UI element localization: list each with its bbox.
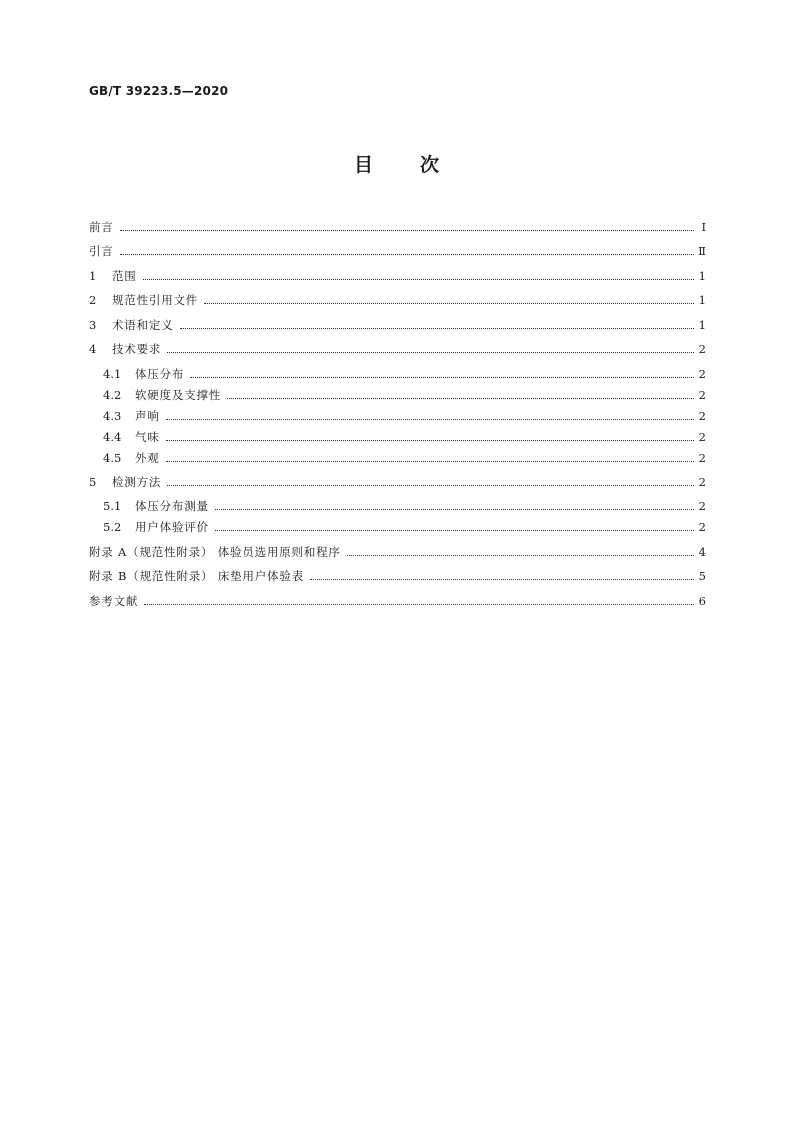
- toc-entry-label: 气味: [135, 430, 160, 444]
- dot-leader: [215, 529, 694, 531]
- page-title: [0, 150, 794, 177]
- toc-entry[interactable]: [103, 408, 706, 424]
- toc-entry-label: 前言: [89, 220, 114, 234]
- toc-entry-page: 1: [698, 293, 706, 307]
- dot-leader: [120, 229, 694, 231]
- toc-entry-page: 2: [698, 520, 706, 534]
- toc-entry-number: 4: [89, 342, 97, 356]
- toc-entry-label: 软硬度及支撑性: [135, 388, 222, 402]
- dot-leader: [143, 278, 694, 280]
- toc-entry-number: 4.4: [103, 430, 122, 444]
- toc-entry[interactable]: [89, 474, 706, 490]
- toc-entry-page: 6: [698, 594, 706, 608]
- toc-entry-page: 2: [698, 499, 706, 513]
- dot-leader: [227, 397, 694, 399]
- dot-leader: [190, 376, 694, 378]
- toc-entry-number: 4.3: [103, 409, 122, 423]
- toc-entry-page: 1: [698, 318, 706, 332]
- toc-entry-number: 5.2: [103, 520, 122, 534]
- dot-leader: [144, 603, 694, 605]
- toc-entry-label: 用户体验评价: [135, 520, 209, 534]
- toc-entry[interactable]: [89, 568, 706, 584]
- toc-entry-page: 2: [698, 367, 706, 381]
- dot-leader: [167, 484, 694, 486]
- toc-entry-label: 引言: [89, 244, 114, 258]
- dot-leader: [120, 253, 694, 255]
- dot-leader: [180, 327, 695, 329]
- toc-entry-label: 附录 B（规范性附录） 床垫用户体验表: [89, 569, 304, 583]
- toc-entry[interactable]: [89, 317, 706, 333]
- toc-entry-label: 技术要求: [112, 342, 162, 356]
- toc-entry-page: Ⅱ: [698, 244, 706, 258]
- toc-entry-label: 体压分布测量: [135, 499, 209, 513]
- toc-entry-page: 1: [698, 269, 706, 283]
- toc-entry-page: 2: [698, 475, 706, 489]
- toc-entry[interactable]: [103, 519, 706, 535]
- toc-entry-page: 2: [698, 388, 706, 402]
- dot-leader: [310, 578, 694, 580]
- dot-leader: [166, 439, 694, 441]
- toc-entry[interactable]: [103, 366, 706, 382]
- toc-entry-page: Ⅰ: [701, 220, 706, 234]
- toc-entry-label: 范围: [112, 269, 137, 283]
- toc-entry-label: 外观: [135, 451, 160, 465]
- toc-entry-page: 2: [698, 342, 706, 356]
- dot-leader: [166, 418, 694, 420]
- toc-entry-number: 3: [89, 318, 97, 332]
- toc-entry-number: 5: [89, 475, 97, 489]
- toc-entry-number: 4.1: [103, 367, 122, 381]
- dot-leader: [347, 554, 694, 556]
- toc-entry-number: 4.5: [103, 451, 122, 465]
- toc-entry-number: 4.2: [103, 388, 122, 402]
- toc-entry-page: 2: [698, 451, 706, 465]
- toc-entry[interactable]: [89, 341, 706, 357]
- toc-entry-number: 1: [89, 269, 97, 283]
- toc-entry-label: 附录 A（规范性附录） 体验员选用原则和程序: [89, 545, 341, 559]
- toc-entry-label: 声响: [135, 409, 160, 423]
- toc-entry-number: 2: [89, 293, 97, 307]
- toc-entry[interactable]: [103, 387, 706, 403]
- toc-entry[interactable]: [89, 544, 706, 560]
- title-char-1: 目: [353, 154, 374, 176]
- dot-leader: [215, 508, 694, 510]
- toc-entry-label: 检测方法: [112, 475, 162, 489]
- toc-entry-label: 规范性引用文件: [112, 293, 199, 307]
- toc-entry[interactable]: [89, 243, 706, 259]
- toc-entry-number: 5.1: [103, 499, 122, 513]
- toc-entry-page: 2: [698, 430, 706, 444]
- toc-entry[interactable]: [89, 268, 706, 284]
- toc-entry[interactable]: [89, 219, 706, 235]
- toc-entry[interactable]: [103, 498, 706, 514]
- toc-entry[interactable]: [89, 292, 706, 308]
- standard-code: GB/T 39223.5—2020: [89, 84, 229, 98]
- title-char-2: 次: [420, 154, 441, 176]
- dot-leader: [204, 302, 694, 304]
- dot-leader: [166, 460, 694, 462]
- toc-entry[interactable]: [89, 593, 706, 609]
- toc-entry[interactable]: [103, 450, 706, 466]
- toc-entry-label: 术语和定义: [112, 318, 174, 332]
- toc-entry-page: 2: [698, 409, 706, 423]
- toc-entry-label: 体压分布: [135, 367, 185, 381]
- toc-entry[interactable]: [103, 429, 706, 445]
- toc-entry-page: 4: [698, 545, 706, 559]
- toc-entry-label: 参考文献: [89, 594, 139, 608]
- dot-leader: [167, 351, 694, 353]
- toc-entry-page: 5: [698, 569, 706, 583]
